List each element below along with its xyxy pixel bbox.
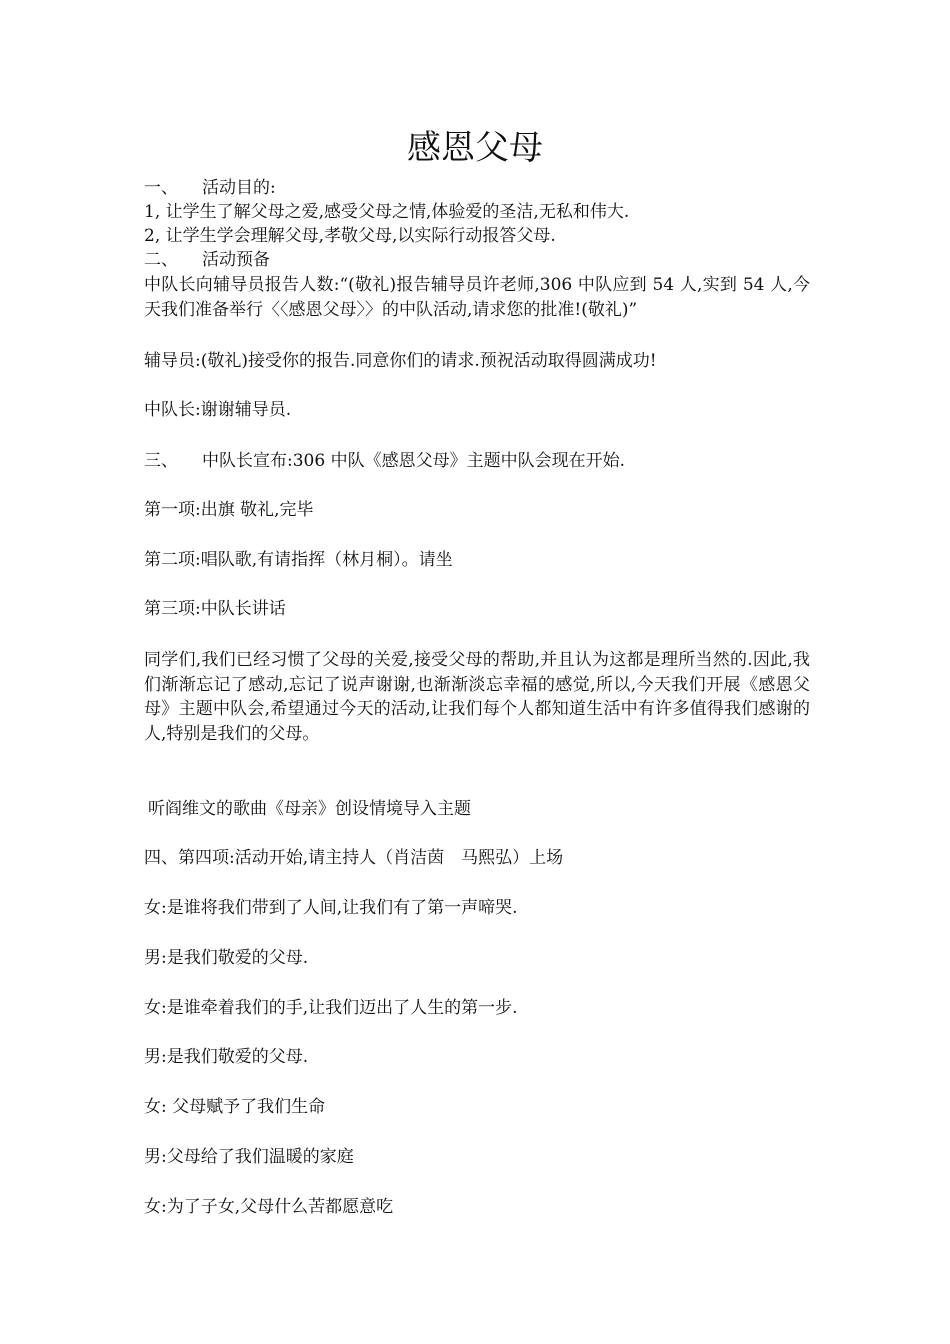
song-line: 听阎维文的歌曲《母亲》创设情境导入主题	[148, 799, 471, 819]
section-heading-2	[144, 248, 814, 272]
agenda-item-1: 第一项:出旗 敬礼,完毕	[144, 500, 314, 520]
dialogue-line: 男:是我们敬爱的父母.	[144, 948, 309, 968]
goal-line-2: 2, 让学生学会理解父母,孝敬父母,以实际行动报答父母.	[144, 226, 556, 246]
section-title: 活动预备	[202, 250, 270, 270]
section-heading-3	[144, 449, 814, 473]
page-title: 感恩父母	[407, 128, 543, 168]
thanks-line: 中队长:谢谢辅导员.	[144, 400, 292, 420]
counselor-line: 辅导员:(敬礼)接受你的报告.同意你们的请求.预祝活动取得圆满成功!	[144, 351, 657, 371]
dialogue-line: 男:是我们敬爱的父母.	[144, 1047, 309, 1067]
section-title: 中队长宣布:306 中队《感恩父母》主题中队会现在开始.	[202, 451, 625, 471]
dialogue-line: 女:为了子女,父母什么苦都愿意吃	[144, 1197, 394, 1217]
dialogue-line: 女:是谁将我们带到了人间,让我们有了第一声啼哭.	[144, 898, 518, 918]
dialogue-line: 女:是谁牵着我们的手,让我们迈出了人生的第一步.	[144, 998, 518, 1018]
dialogue-line: 男:父母给了我们温暖的家庭	[144, 1147, 354, 1167]
section-number: 二、	[144, 250, 178, 270]
speech-paragraph: 同学们,我们已经习惯了父母的关爱,接受父母的帮助,并且认为这都是理所当然的.因此,我们渐渐忘记了感动,忘记了说声谢谢,也渐渐淡忘幸福的感觉,所以,今天我们开展《感恩父母》主题中队会,希望通过今天的活动,让我们每个人都知道生活中有许多值得我们感谢的人,特别是我们的父母。	[144, 650, 810, 744]
section-title: 活动目的:	[202, 178, 276, 198]
section-number: 一、	[144, 178, 178, 198]
agenda-item-4: 四、第四项:活动开始,请主持人（肖洁茵 马熙弘）上场	[144, 848, 564, 868]
goal-line-1: 1, 让学生了解父母之爱,感受父母之情,体验爱的圣洁,无私和伟大.	[144, 202, 630, 222]
section-number: 三、	[144, 451, 178, 471]
report-paragraph: 中队长向辅导员报告人数:“(敬礼)报告辅导员许老师,306 中队应到 54 人,实到 54 人,今天我们准备举行〈〈感恩父母〉〉的中队活动,请求您的批准!(敬礼)”	[144, 275, 810, 320]
agenda-item-3: 第三项:中队长讲话	[144, 599, 286, 619]
agenda-item-2: 第二项:唱队歌,有请指挥（林月桐）。请坐	[144, 550, 453, 570]
section-heading-1	[144, 176, 814, 200]
dialogue-line: 女: 父母赋予了我们生命	[144, 1097, 326, 1117]
